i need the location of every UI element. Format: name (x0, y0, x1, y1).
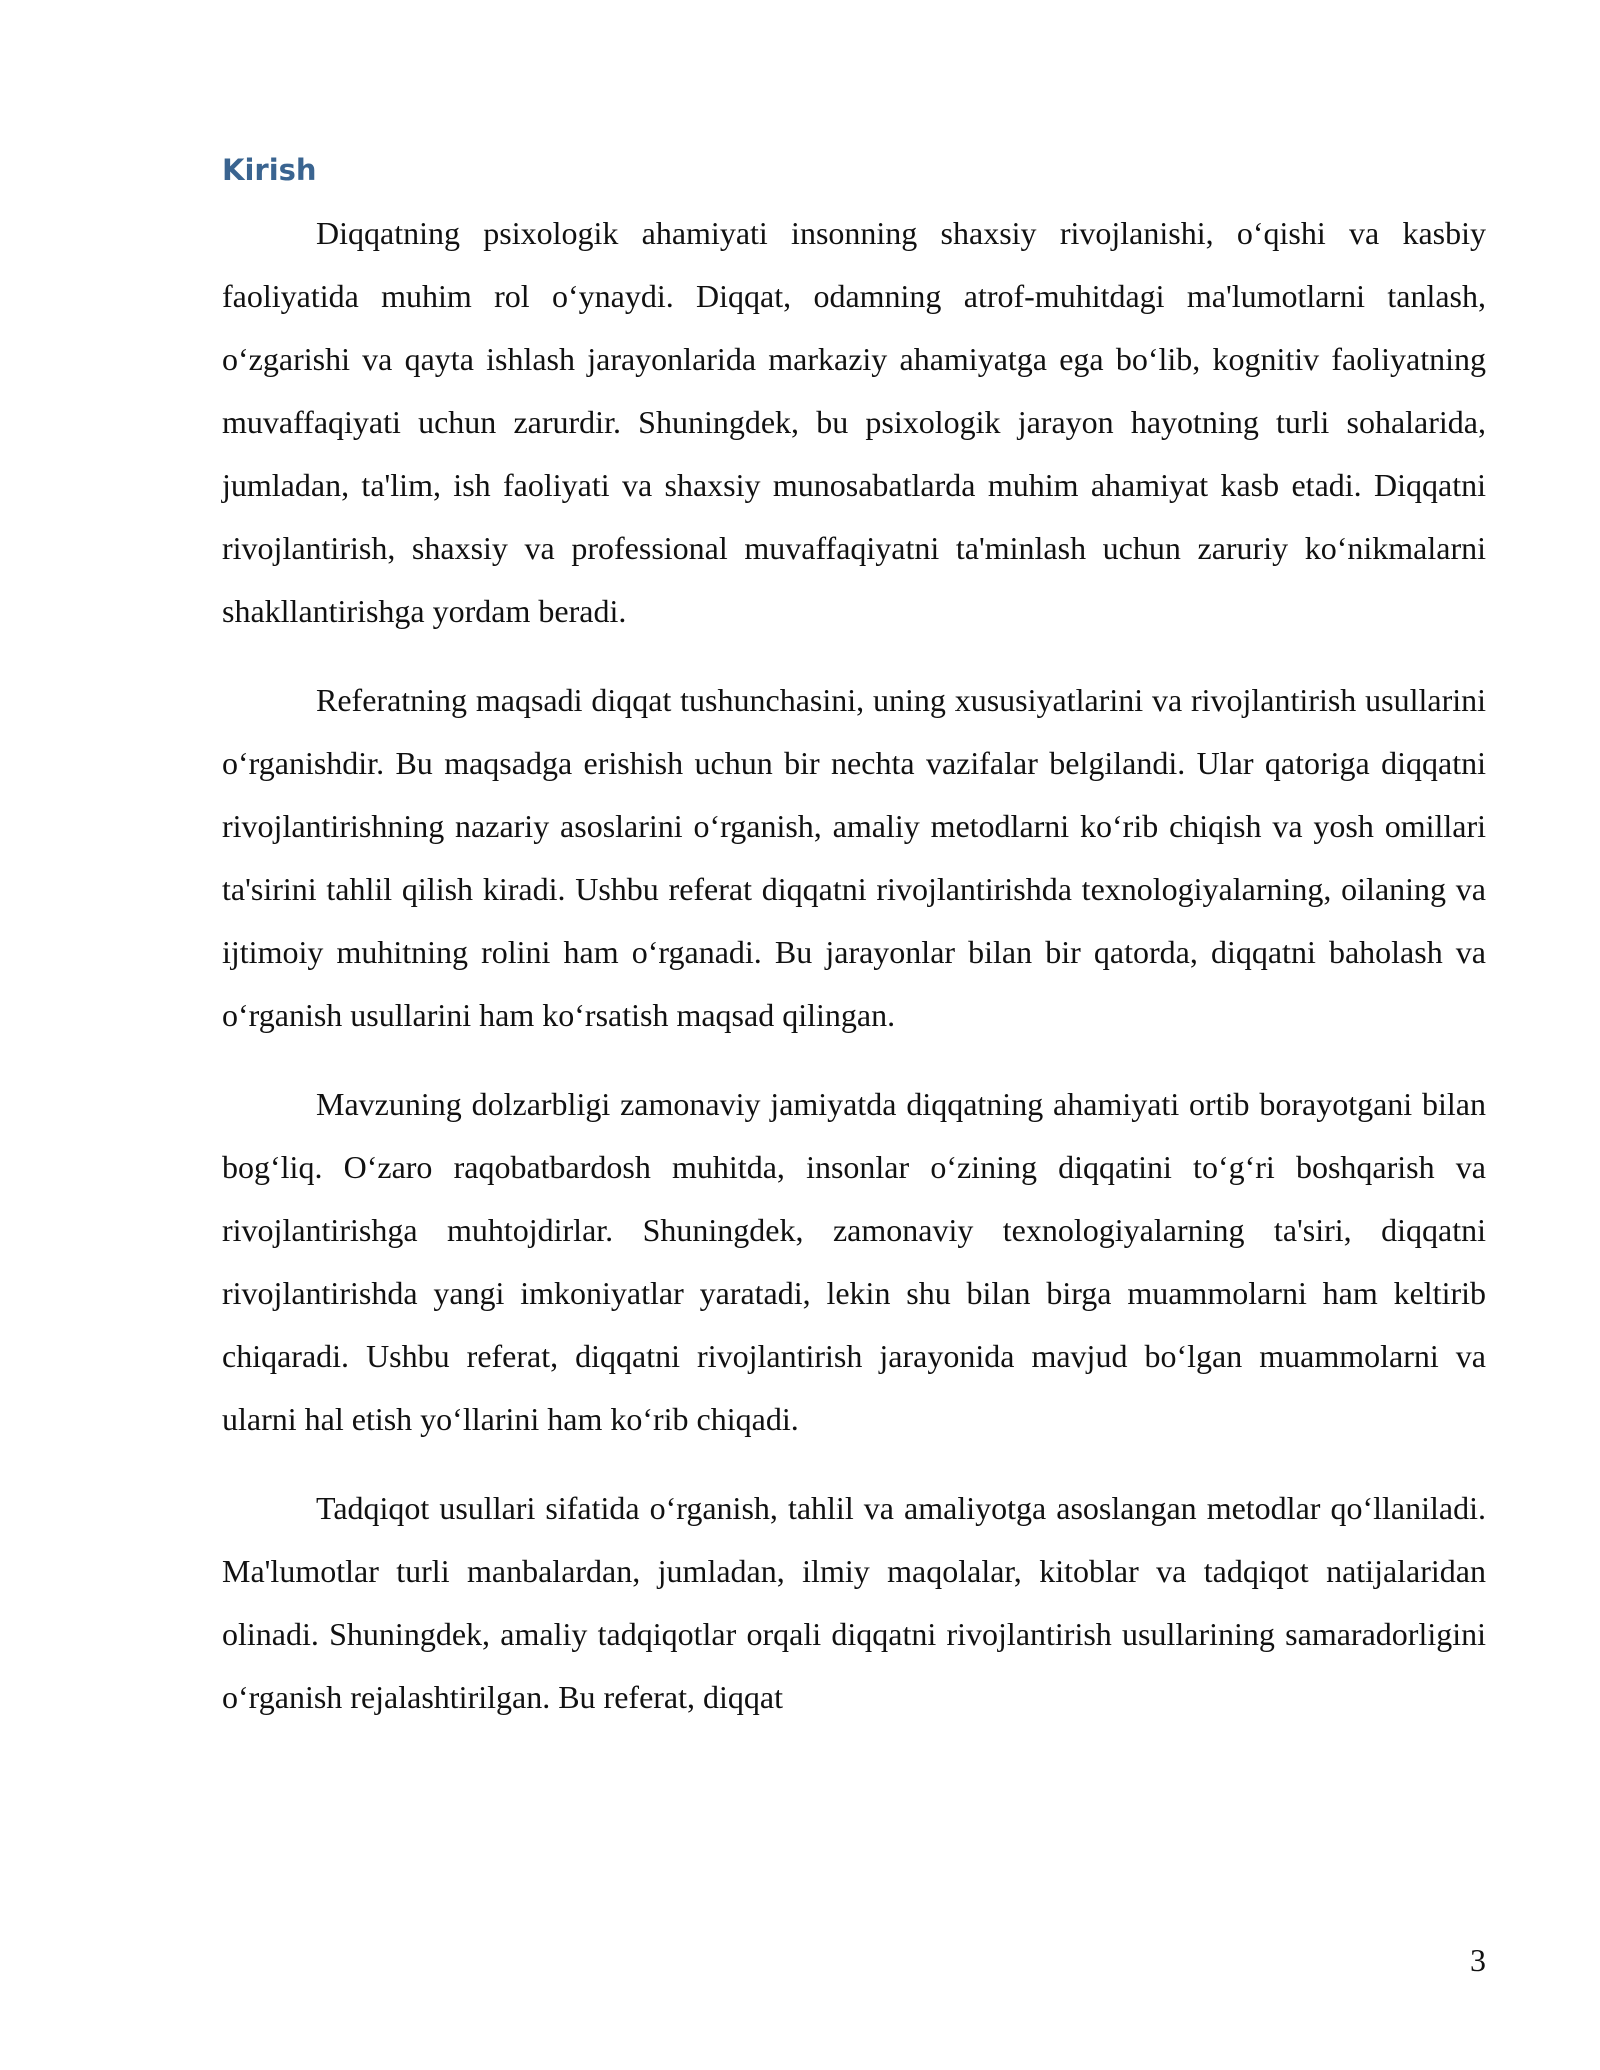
paragraph-2: Referatning maqsadi diqqat tushunchasini, uning xususiyatlarini va rivojlantirish usullarini o‘rganishdir. Bu maqsadga erishish uchun bir nechta vazifalar belgilandi. Ular qatoriga diqqatni rivojlantirishning nazariy asoslarini o‘rganish, amaliy metodlarni ko‘rib chiqish va yosh omillari ta'sirini tahlil qilish kiradi. Ushbu referat diqqatni rivojlantirishda texnologiyalarning, oilaning va ijtimoiy muhitning rolini ham o‘rganadi. Bu jarayonlar bilan bir qatorda, diqqatni baholash va o‘rganish usullarini ham ko‘rsatish maqsad qilingan. (222, 682, 1486, 1033)
paragraph-4: Tadqiqot usullari sifatida o‘rganish, tahlil va amaliyotga asoslangan metodlar qo‘llaniladi. Ma'lumotlar turli manbalardan, jumladan, ilmiy maqolalar, kitoblar va tadqiqot natijalaridan olinadi. Shuningdek, amaliy tadqiqotlar orqali diqqatni rivojlantirish usullarining samaradorligini o‘rganish rejalashtirilgan. Bu referat, diqqat (222, 1490, 1486, 1715)
section-heading: Kirish (222, 153, 317, 187)
paragraph-3: Mavzuning dolzarbligi zamonaviy jamiyatda diqqatning ahamiyati ortib borayotgani bilan bog‘liq. O‘zaro raqobatbardosh muhitda, insonlar o‘zining diqqatini to‘g‘ri boshqarish va rivojlantirishga muhtojdirlar. Shuningdek, zamonaviy texnologiyalarning ta'siri, diqqatni rivojlantirishda yangi imkoniyatlar yaratadi, lekin shu bilan birga muammolarni ham keltirib chiqaradi. Ushbu referat, diqqatni rivojlantirish jarayonida mavjud bo‘lgan muammolarni va ularni hal etish yo‘llarini ham ko‘rib chiqadi. (222, 1086, 1486, 1437)
paragraph-1: Diqqatning psixologik ahamiyati insonning shaxsiy rivojlanishi, o‘qishi va kasbiy faoliyatida muhim rol o‘ynaydi. Diqqat, odamning atrof-muhitdagi ma'lumotlarni tanlash, o‘zgarishi va qayta ishlash jarayonlarida markaziy ahamiyatga ega bo‘lib, kognitiv faoliyatning muvaffaqiyati uchun zarurdir. Shuningdek, bu psixologik jarayon hayotning turli sohalarida, jumladan, ta'lim, ish faoliyati va shaxsiy munosabatlarda muhim ahamiyat kasb etadi. Diqqatni rivojlantirish, shaxsiy va professional muvaffaqiyatni ta'minlash uchun zaruriy ko‘nikmalarni shakllantirishga yordam beradi. (222, 215, 1486, 629)
page-content (222, 150, 1486, 1755)
page-number: 3 (1470, 1942, 1486, 1978)
